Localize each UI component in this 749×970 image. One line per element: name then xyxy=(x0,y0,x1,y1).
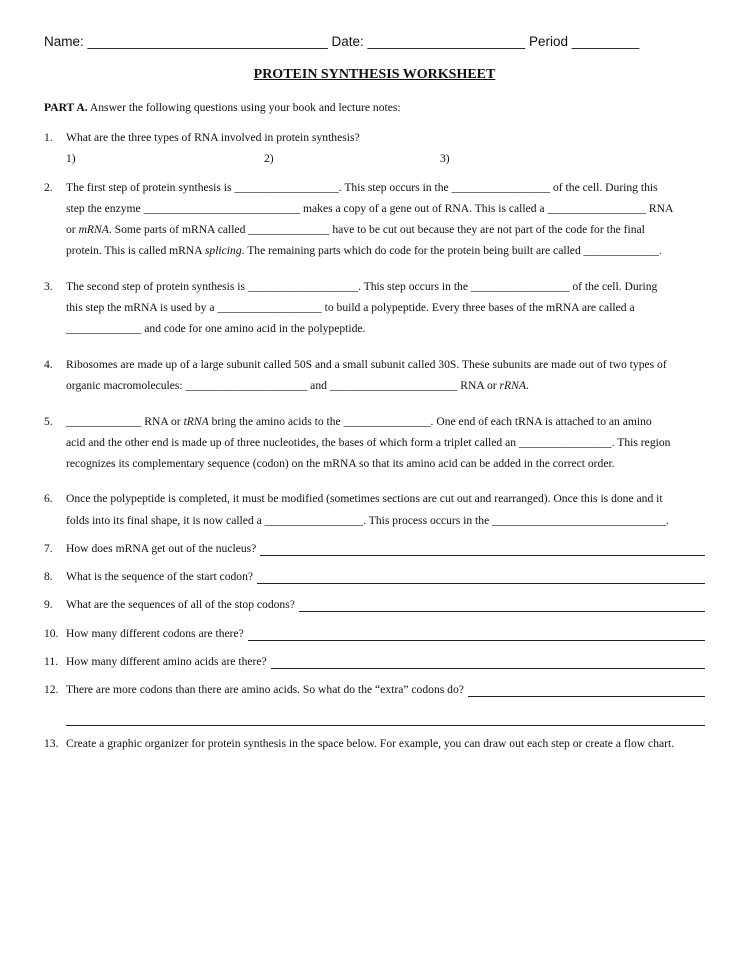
question-12 xyxy=(44,683,705,697)
text: or xyxy=(66,223,79,236)
question-text: What is the sequence of the start codon? xyxy=(66,570,254,583)
italic-term: rRNA xyxy=(499,379,526,392)
question-line xyxy=(66,415,652,429)
question-line xyxy=(66,379,529,393)
answer-line[interactable] xyxy=(468,685,705,697)
italic-term: mRNA xyxy=(78,223,109,236)
question-text: How many different amino acids are there? xyxy=(66,655,267,668)
question-text: Create a graphic organizer for protein synthesis in the space below. For example, you can draw out each step or create a flow chart. xyxy=(66,737,675,750)
answer-line[interactable] xyxy=(260,544,705,556)
question-number: 1. xyxy=(44,131,53,144)
question-line xyxy=(66,244,662,258)
question-number: 12. xyxy=(44,683,59,696)
answer-slot-1[interactable]: 1) xyxy=(66,152,76,165)
answer-line[interactable] xyxy=(248,629,705,641)
text: protein. This is called mRNA xyxy=(66,244,205,257)
question-text: What are the sequences of all of the stop codons? xyxy=(66,598,295,611)
question-number: 11. xyxy=(44,655,59,668)
part-a-instructions xyxy=(44,101,401,115)
name-date-period-header: Name: ________________________________ Date: _____________________ Period _________ xyxy=(44,34,640,49)
question-8 xyxy=(44,570,705,584)
answer-line[interactable] xyxy=(257,572,705,584)
text: . Some parts of mRNA called ______________ have to be cut out because they are not part of the code for the final xyxy=(108,223,645,236)
instructions-text: Answer the following questions using your book and lecture notes: xyxy=(87,101,401,114)
question-number: 5. xyxy=(44,415,53,428)
question-number: 6. xyxy=(44,492,53,505)
answer-line[interactable] xyxy=(299,600,705,612)
question-number: 10. xyxy=(44,627,59,640)
question-9 xyxy=(44,598,705,612)
question-line: _____________ and code for one amino acid in the polypeptide. xyxy=(66,322,366,335)
question-line: acid and the other end is made up of three nucleotides, the bases of which form a triplet called an ________________. This region xyxy=(66,436,671,449)
question-number: 3. xyxy=(44,280,53,293)
italic-term: tRNA xyxy=(183,415,209,428)
question-number: 7. xyxy=(44,542,53,555)
question-line: The second step of protein synthesis is ___________________. This step occurs in the _________________ of the cell. During xyxy=(66,280,658,293)
question-text: There are more codons than there are amino acids. So what do the “extra” codons do? xyxy=(66,683,464,696)
question-line: The first step of protein synthesis is __________________. This step occurs in the _________________ of the cell. During this xyxy=(66,181,658,194)
answer-slot-2[interactable]: 2) xyxy=(264,152,274,165)
question-line: step the enzyme ___________________________ makes a copy of a gene out of RNA. This is called a _________________ RNA xyxy=(66,202,674,215)
text: _____________ RNA or xyxy=(66,415,184,428)
answer-line-continuation[interactable] xyxy=(66,725,705,726)
question-11 xyxy=(44,655,705,669)
question-number: 13. xyxy=(44,737,59,750)
question-text: How does mRNA get out of the nucleus? xyxy=(66,542,257,555)
question-number: 4. xyxy=(44,358,53,371)
question-number: 8. xyxy=(44,570,53,583)
question-line: this step the mRNA is used by a __________________ to build a polypeptide. Every three bases of the mRNA are called a xyxy=(66,301,635,314)
question-line: folds into its final shape, it is now called a _________________. This process occurs in the ______________________________. xyxy=(66,514,669,527)
answer-slot-3[interactable]: 3) xyxy=(440,152,450,165)
question-10 xyxy=(44,627,705,641)
question-number: 9. xyxy=(44,598,53,611)
question-line: Once the polypeptide is completed, it must be modified (sometimes sections are cut out and rearranged). Once this is done and it xyxy=(66,492,663,505)
question-text: What are the three types of RNA involved in protein synthesis? xyxy=(66,131,360,144)
graphic-organizer-space[interactable] xyxy=(44,760,705,950)
worksheet-title: PROTEIN SYNTHESIS WORKSHEET xyxy=(253,67,496,82)
question-text: How many different codons are there? xyxy=(66,627,244,640)
answer-line[interactable] xyxy=(271,657,705,669)
text: . xyxy=(525,379,529,392)
text: bring the amino acids to the _______________. One end of each tRNA is attached to an amino xyxy=(208,415,652,428)
text: organic macromolecules: _____________________ and ______________________ RNA or xyxy=(66,379,500,392)
question-7 xyxy=(44,542,705,556)
question-number: 2. xyxy=(44,181,53,194)
question-line xyxy=(66,223,645,237)
italic-term: splicing xyxy=(204,244,242,257)
text: . The remaining parts which do code for the protein being built are called _____________. xyxy=(241,244,662,257)
part-a-label: PART A. xyxy=(44,101,88,114)
question-line: Ribosomes are made up of a large subunit called 50S and a small subunit called 30S. These subunits are made out of two types of xyxy=(66,358,667,371)
question-line: recognizes its complementary sequence (codon) on the mRNA so that its amino acid can be added in the correct order. xyxy=(66,457,615,470)
